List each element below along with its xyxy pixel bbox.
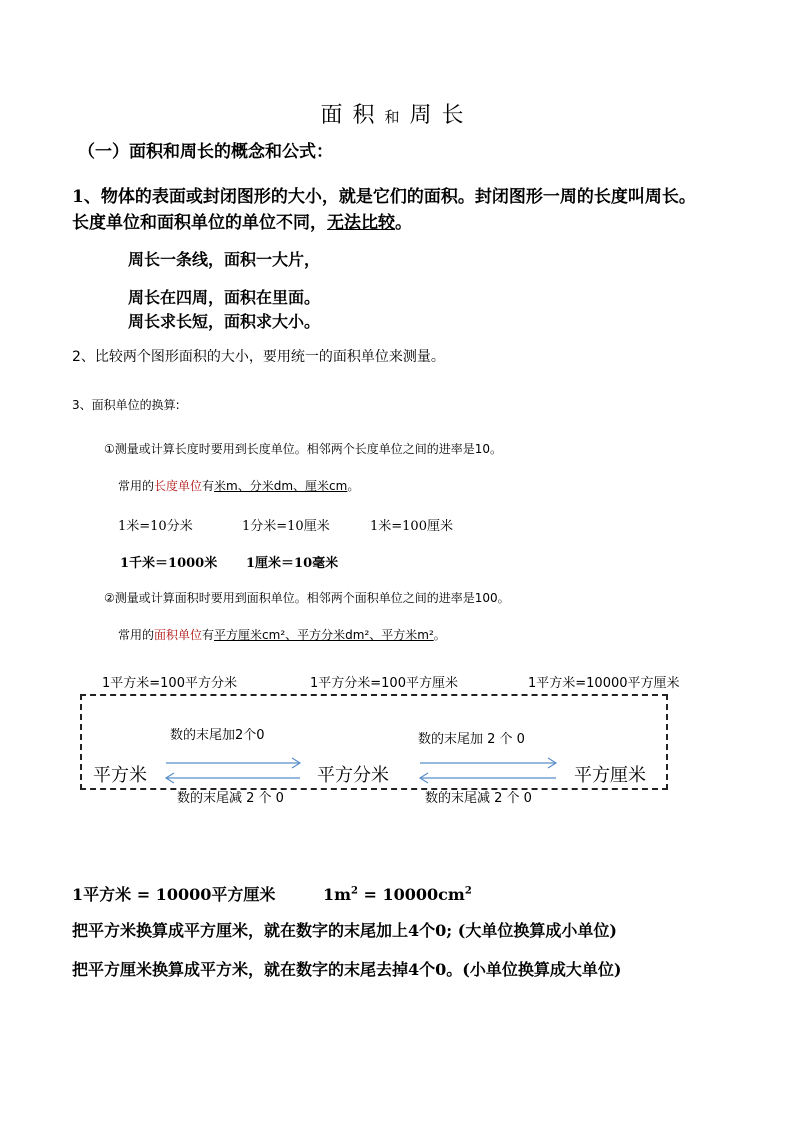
equation-2-prefix: 1m xyxy=(322,885,351,904)
section-heading: （一）面积和周长的概念和公式： xyxy=(78,142,333,162)
point-1-end: 。 xyxy=(395,213,412,233)
add-zeros-note: 数的末尾加2个0 xyxy=(170,728,265,743)
rhyme-line: 周长一条线，面积一大片， xyxy=(128,250,321,269)
title-char: 周 xyxy=(409,103,442,128)
superscript: 2 xyxy=(351,885,358,897)
superscript: 2 xyxy=(464,885,472,897)
rhyme-line: 周长在四周，面积在里面。 xyxy=(128,288,321,307)
point-1-underlined: 无法比较 xyxy=(327,213,395,233)
area-conversion: 1平方米=10000平方厘米 xyxy=(528,676,680,691)
length-units-mid: 有 xyxy=(202,479,215,493)
remove-zeros-note: 数的末尾减 2 个 0 xyxy=(425,791,532,806)
point-1-text: 长度单位和面积单位的单位不同， xyxy=(72,213,327,233)
length-units-end: 。 xyxy=(347,479,360,493)
point-1-line-1: 1、物体的表面或封闭图形的大小，就是它们的面积。封闭图形一周的长度叫周长。 xyxy=(72,187,696,207)
area-units-mid: 有 xyxy=(202,628,215,642)
equation-2-mid: = 10000cm xyxy=(357,885,465,904)
length-conversion: 1分米=10厘米 xyxy=(242,519,330,534)
equation-2 xyxy=(323,885,472,904)
summary-equation xyxy=(72,882,472,905)
unit-square-meter: 平方米 xyxy=(93,765,147,786)
area-conversion: 1平方米=100平方分米 xyxy=(102,676,237,691)
length-conversion-bold: 1千米＝1000米 xyxy=(120,556,218,571)
point-2: 2、比较两个图形面积的大小，要用统一的面积单位来测量。 xyxy=(72,349,445,365)
unit-square-centimeter: 平方厘米 xyxy=(574,765,646,786)
add-zeros-note: 数的末尾加 2 个 0 xyxy=(418,732,525,747)
length-units-list: 米m、分米dm、厘米cm xyxy=(214,479,348,493)
area-conversion: 1平方分米=100平方厘米 xyxy=(310,676,458,691)
area-rule: ②测量或计算面积时要用到面积单位。相邻两个面积单位之间的进率是100。 xyxy=(104,591,510,605)
length-conversion-bold: 1厘米＝10毫米 xyxy=(246,556,339,571)
unit-square-decimeter: 平方分米 xyxy=(317,765,389,786)
title-char: 面 xyxy=(320,103,353,128)
title-char: 和 xyxy=(384,108,410,126)
summary-line: 把平方米换算成平方厘米，就在数字的末尾加上4个0; (大单位换算成小单位) xyxy=(72,921,617,940)
title-char: 积 xyxy=(352,103,385,128)
area-units-end: 。 xyxy=(433,628,446,642)
length-rule: ①测量或计算长度时要用到长度单位。相邻两个长度单位之间的进率是10。 xyxy=(104,442,503,456)
title-char: 长 xyxy=(441,103,474,128)
summary-line: 把平方厘米换算成平方米，就在数字的末尾去掉4个0。(小单位换算成大单位) xyxy=(72,960,622,979)
rhyme-line: 周长求长短，面积求大小。 xyxy=(128,312,321,331)
area-units-red: 面积单位 xyxy=(154,628,203,642)
length-units-red: 长度单位 xyxy=(154,479,203,493)
length-units-prefix: 常用的 xyxy=(118,479,155,493)
point-3: 3、面积单位的换算: xyxy=(72,398,180,412)
equation-1: 1平方米 = 10000平方厘米 xyxy=(72,885,276,904)
remove-zeros-note: 数的末尾减 2 个 0 xyxy=(177,791,284,806)
area-units-list: 平方厘米cm²、平方分米dm²、平方米m² xyxy=(214,628,434,642)
length-conversion: 1米=100厘米 xyxy=(370,519,453,534)
length-conversion: 1米=10分米 xyxy=(118,519,193,534)
area-units-prefix: 常用的 xyxy=(118,628,155,642)
